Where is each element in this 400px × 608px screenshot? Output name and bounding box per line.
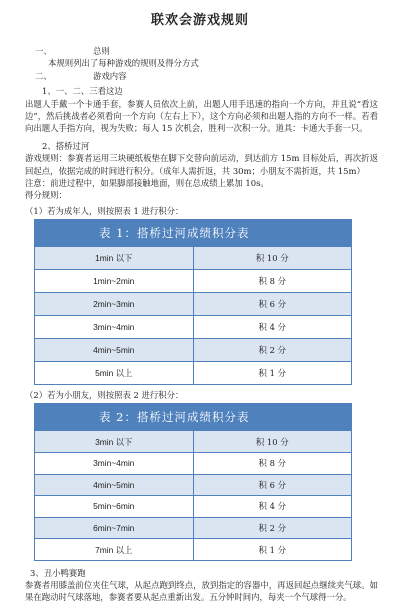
table-cell-score: 积 4 分 xyxy=(193,496,352,518)
table2-score-table xyxy=(34,403,352,561)
table-cell-time: 3min 以下 xyxy=(35,431,194,453)
table-cell-time: 1min 以下 xyxy=(35,247,194,270)
section-number: 二、 xyxy=(35,71,52,82)
table-row xyxy=(35,474,352,496)
table-cell-score: 积 8 分 xyxy=(193,453,352,475)
table-cell-score: 积 1 分 xyxy=(193,362,352,385)
section-content xyxy=(0,70,400,82)
table-row xyxy=(35,539,352,561)
table-cell-time: 6min~7min xyxy=(35,517,194,539)
game2-heading: 2、搭桥过河 xyxy=(42,141,90,152)
table-row xyxy=(35,517,352,539)
table-cell-time: 5min~6min xyxy=(35,496,194,518)
table-cell-score: 积 6 分 xyxy=(193,474,352,496)
game3-heading: 3、丑小鸭赛跑 xyxy=(30,568,86,579)
table1-score-table xyxy=(34,219,352,385)
table-cell-score: 积 2 分 xyxy=(193,517,352,539)
section-general-text: 本规则列出了每种游戏的规则及得分方式 xyxy=(48,58,199,69)
table-cell-score: 积 8 分 xyxy=(193,270,352,293)
table-cell-score: 积 2 分 xyxy=(193,339,352,362)
table-cell-score: 积 10 分 xyxy=(193,431,352,453)
table-cell-time: 1min~2min xyxy=(35,270,194,293)
table-row xyxy=(35,247,352,270)
table-cell-time: 4min~5min xyxy=(35,474,194,496)
table-cell-time: 5min 以上 xyxy=(35,362,194,385)
table-cell-score: 积 10 分 xyxy=(193,247,352,270)
table-cell-time: 2min~3min xyxy=(35,293,194,316)
table-cell-score: 积 1 分 xyxy=(193,539,352,561)
game1-heading: 1、一、二、三看这边 xyxy=(42,86,123,97)
table-row xyxy=(35,270,352,293)
table-row xyxy=(35,339,352,362)
table-row xyxy=(35,316,352,339)
table1-caption: （1）若为成年人，则按照表 1 进行积分： xyxy=(25,206,184,217)
game2-note: 注意：前进过程中，如果脚部接触地面，则在总成绩上累加 10s。 xyxy=(25,177,269,188)
page-title: 联欢会游戏规则 xyxy=(150,13,249,28)
table-row xyxy=(35,453,352,475)
table-cell-score: 积 4 分 xyxy=(193,316,352,339)
section-heading: 总则 xyxy=(93,45,110,56)
table-cell-time: 3min~4min xyxy=(35,453,194,475)
table2-title: 表 2：搭桥过河成绩积分表 xyxy=(35,404,352,431)
table-row xyxy=(35,362,352,385)
section-heading: 游戏内容 xyxy=(93,71,127,82)
game2-rule: 游戏规则：参赛者运用三块硬纸板垫在脚下交替向前运动，到达前方 15m 目标处后，再次折返回起点，依据完成的时间进行积分。（成年人需折返，共 30m；小朋友不需折返，共 15m） xyxy=(25,153,378,176)
table-row xyxy=(35,431,352,453)
table-cell-time: 3min~4min xyxy=(35,316,194,339)
table-cell-time: 7min 以上 xyxy=(35,539,194,561)
section-number: 一、 xyxy=(35,45,52,56)
table-row xyxy=(35,496,352,518)
table-cell-score: 积 6 分 xyxy=(193,293,352,316)
section-general xyxy=(0,45,400,57)
table1-title: 表 1：搭桥过河成绩积分表 xyxy=(35,220,352,247)
table2-caption: （2）若为小朋友，则按照表 2 进行积分： xyxy=(25,390,184,401)
table-row xyxy=(35,293,352,316)
table-cell-time: 4min~5min xyxy=(35,339,194,362)
score-rule-label: 得分规则： xyxy=(25,189,67,200)
game1-description: 出题人手戴一个卡通手套，参赛人员依次上前，出题人用手迅速的指向一个方向，并且说“看这边”，然后挑战者必须看向一个方向（左右上下），这个方向必须和出题人指的方向不一样。若看向出题人手指方向，视为失败；每人 15 次机会，胜利一次积一分。道具：卡通大手套一只。 xyxy=(25,98,378,133)
game3-description: 参赛者用膝盖前位夹住气球，从起点跑到终点，放到指定的容器中，再返回起点继续夹气球。如果在跑动时气球落地，参赛者要从起点重新出发。五分钟时间内，每夹一个气球得一分。 xyxy=(25,580,378,603)
